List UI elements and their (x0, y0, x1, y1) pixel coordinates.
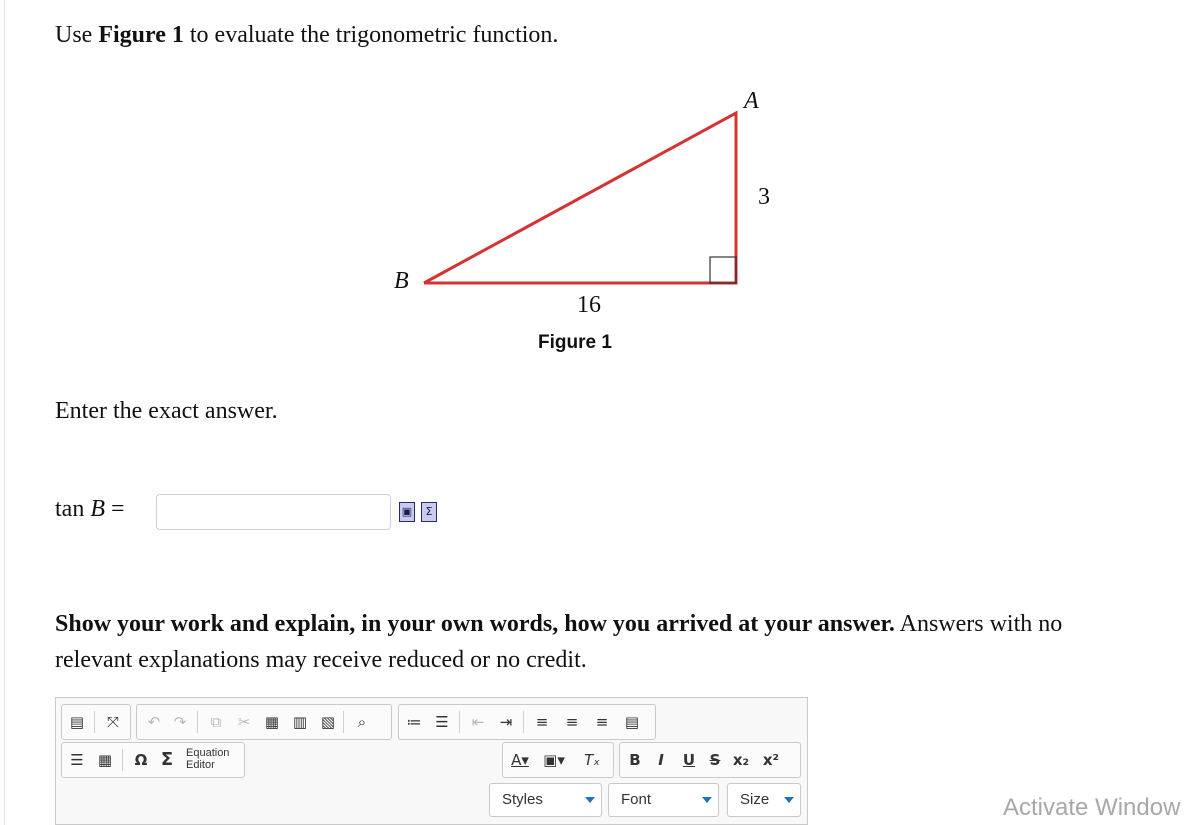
enter-exact-instruction: Enter the exact answer. (55, 398, 278, 424)
triangle-shape (424, 113, 736, 283)
tan-text: tan (55, 496, 85, 522)
figure-caption: Figure 1 (538, 332, 612, 353)
font-dropdown[interactable] (608, 783, 719, 817)
chevron-down-icon (784, 797, 794, 803)
right-angle-marker (710, 257, 736, 283)
background-color-icon[interactable]: ▣▾ (543, 751, 565, 769)
chevron-down-icon (585, 797, 595, 803)
question-prompt (55, 22, 558, 49)
paste-word-icon[interactable]: ▧ (320, 713, 336, 731)
equation-editor-button[interactable] (186, 747, 229, 771)
activate-windows-watermark: Activate Window (1003, 794, 1181, 821)
rich-text-editor (55, 697, 808, 825)
answer-input[interactable] (156, 494, 391, 530)
horizontal-rule-icon[interactable]: ☰ (70, 751, 84, 769)
find-icon[interactable]: ⌕ (357, 713, 367, 731)
omega-icon[interactable]: Ω (134, 751, 148, 769)
underline-button[interactable]: U (682, 751, 696, 769)
chevron-down-icon (702, 797, 712, 803)
undo-icon[interactable]: ↶ (147, 713, 161, 731)
paste-icon[interactable]: ▦ (264, 713, 280, 731)
copy-icon[interactable]: ⧉ (210, 713, 222, 731)
vertex-b-label: B (394, 268, 409, 294)
bulleted-list-icon[interactable]: ☰ (435, 713, 449, 731)
prompt-rest: to evaluate the trigonometric function. (189, 22, 559, 48)
prompt-use: Use (55, 22, 93, 48)
numbered-list-icon[interactable]: ≔ (406, 713, 422, 731)
table-icon[interactable]: ▦ (97, 751, 113, 769)
styles-label: Styles (502, 791, 543, 808)
source-icon[interactable]: ▤ (69, 713, 85, 731)
show-work-bold: Show your work and explain, in your own words, how you arrived at your answer. (55, 611, 895, 637)
formula-preview-icon[interactable]: ▣ (399, 502, 415, 522)
remove-format-icon[interactable]: Tₓ (584, 751, 600, 769)
paste-text-icon[interactable]: ▥ (292, 713, 308, 731)
answer-label (55, 496, 125, 523)
size-dropdown[interactable] (727, 783, 801, 817)
equation-editor-line1: Equation (186, 747, 230, 759)
side-horizontal-label: 16 (577, 292, 601, 318)
toolbar-group-paragraph (398, 704, 656, 740)
equals-sign: = (111, 496, 125, 522)
toolbar-group-document (61, 704, 131, 740)
subscript-icon[interactable]: x₂ (732, 751, 750, 769)
toolbar-group-format (619, 742, 801, 778)
text-color-icon[interactable]: A▾ (511, 751, 529, 769)
size-label: Size (740, 791, 770, 808)
sigma-template-icon[interactable]: Σ (421, 502, 437, 522)
show-work-instructions (55, 606, 1135, 678)
indent-icon[interactable]: ⇥ (499, 713, 513, 731)
vertex-a-label: A (744, 88, 759, 114)
strikethrough-button[interactable]: S (709, 751, 721, 769)
page-left-border (4, 0, 5, 825)
align-right-icon[interactable]: ≡ (595, 713, 609, 731)
italic-button[interactable]: I (658, 751, 664, 769)
outdent-icon[interactable]: ⇤ (471, 713, 485, 731)
font-label: Font (621, 791, 652, 808)
superscript-icon[interactable]: x² (762, 751, 780, 769)
sigma-icon[interactable]: Σ (160, 749, 174, 770)
show-work-note: Answers with no relevant explanations may receive reduced or no credit. (55, 611, 1063, 673)
cut-icon[interactable]: ✂ (237, 713, 251, 731)
bold-button[interactable]: B (629, 751, 641, 769)
align-center-icon[interactable]: ≡ (565, 713, 579, 731)
redo-icon[interactable]: ↷ (173, 713, 187, 731)
styles-dropdown[interactable] (489, 783, 602, 817)
maximize-icon[interactable]: ⤧ (106, 713, 119, 731)
toolbar-group-colors (502, 742, 614, 778)
side-vertical-label: 3 (758, 184, 770, 210)
prompt-figure-ref: Figure 1 (98, 22, 184, 48)
variable-b: B (90, 496, 105, 522)
triangle-figure (380, 80, 800, 370)
toolbar-group-clipboard (136, 704, 392, 740)
align-left-icon[interactable]: ≡ (535, 713, 549, 731)
toolbar-group-insert (61, 742, 245, 778)
justify-icon[interactable]: ▤ (624, 713, 640, 731)
equation-editor-line2: Editor (186, 759, 215, 771)
